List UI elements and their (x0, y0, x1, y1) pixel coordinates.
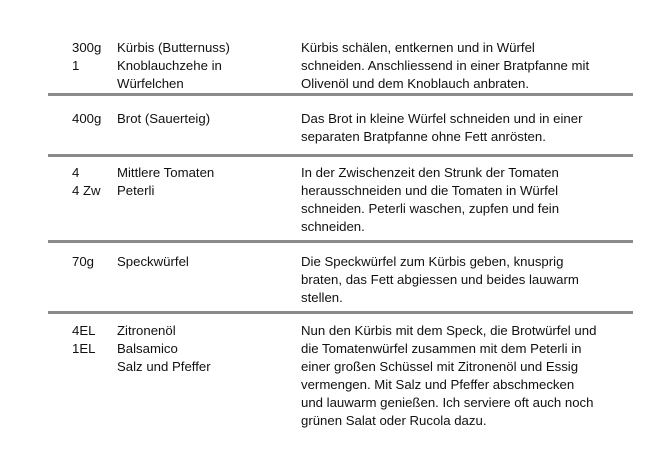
quantity-column (72, 322, 118, 358)
quantity: 4 Zw (72, 183, 101, 198)
instruction-line: die Tomatenwürfel zusammen mit dem Peterli in (301, 341, 582, 356)
instruction-line: und lauwarm genießen. Ich serviere oft auch noch (301, 395, 594, 410)
quantity: 4EL (72, 323, 96, 338)
instruction-line: vermengen. Mit Salz und Pfeffer abschmecken (301, 377, 575, 392)
row-divider (48, 311, 633, 314)
instruction-line: schneiden. Peterli waschen, zupfen und fein (301, 201, 560, 216)
ingredient-column (117, 110, 292, 128)
row-divider (48, 154, 633, 157)
quantity: 70g (72, 254, 95, 269)
quantity: 300g (72, 40, 102, 55)
ingredient-column (117, 322, 292, 376)
quantity-column (72, 39, 118, 75)
ingredient: Zitronenöl (117, 323, 176, 338)
instruction-column (301, 322, 619, 430)
quantity: 4 (72, 165, 80, 180)
quantity-column (72, 110, 118, 128)
instruction-line: Olivenöl und dem Knoblauch anbraten. (301, 76, 530, 91)
instruction-line: braten, das Fett abgiessen und beides lauwarm (301, 272, 579, 287)
ingredient-column (117, 164, 292, 200)
instruction-column (301, 39, 619, 93)
ingredient: Mittlere Tomaten (117, 165, 215, 180)
instruction-line: Das Brot in kleine Würfel schneiden und in einer (301, 111, 583, 126)
ingredient: Balsamico (117, 341, 178, 356)
instruction-line: Die Speckwürfel zum Kürbis geben, knusprig (301, 254, 564, 269)
ingredient-column (117, 39, 292, 93)
ingredient: Brot (Sauerteig) (117, 111, 211, 126)
instruction-column (301, 253, 619, 307)
instruction-column (301, 164, 619, 236)
ingredient: Kürbis (Butternuss) (117, 40, 230, 55)
instruction-line: separaten Bratpfanne ohne Fett anrösten. (301, 129, 546, 144)
instruction-line: Nun den Kürbis mit dem Speck, die Brotwürfel und (301, 323, 597, 338)
quantity-column (72, 253, 118, 271)
instruction-line: schneiden. Anschliessend in einer Bratpfanne mit (301, 58, 590, 73)
row-divider (48, 240, 633, 243)
ingredient: Salz und Pfeffer (117, 359, 211, 374)
ingredient: Knoblauchzehe in (117, 58, 222, 73)
instruction-line: stellen. (301, 290, 343, 305)
ingredient: Würfelchen (117, 76, 184, 91)
instruction-line: Kürbis schälen, entkernen und in Würfel (301, 40, 535, 55)
quantity: 1 (72, 58, 80, 73)
ingredient-column (117, 253, 292, 271)
ingredient: Peterli (117, 183, 155, 198)
quantity: 400g (72, 111, 102, 126)
ingredient: Speckwürfel (117, 254, 189, 269)
instruction-line: herausschneiden und die Tomaten in Würfel (301, 183, 559, 198)
instruction-line: In der Zwischenzeit den Strunk der Tomaten (301, 165, 559, 180)
row-divider (48, 93, 633, 96)
instruction-line: grünen Salat oder Rucola dazu. (301, 413, 487, 428)
instruction-line: schneiden. (301, 219, 365, 234)
instruction-line: einer großen Schüssel mit Zitronenöl und Essig (301, 359, 579, 374)
quantity-column (72, 164, 118, 200)
instruction-column (301, 110, 619, 146)
quantity: 1EL (72, 341, 96, 356)
